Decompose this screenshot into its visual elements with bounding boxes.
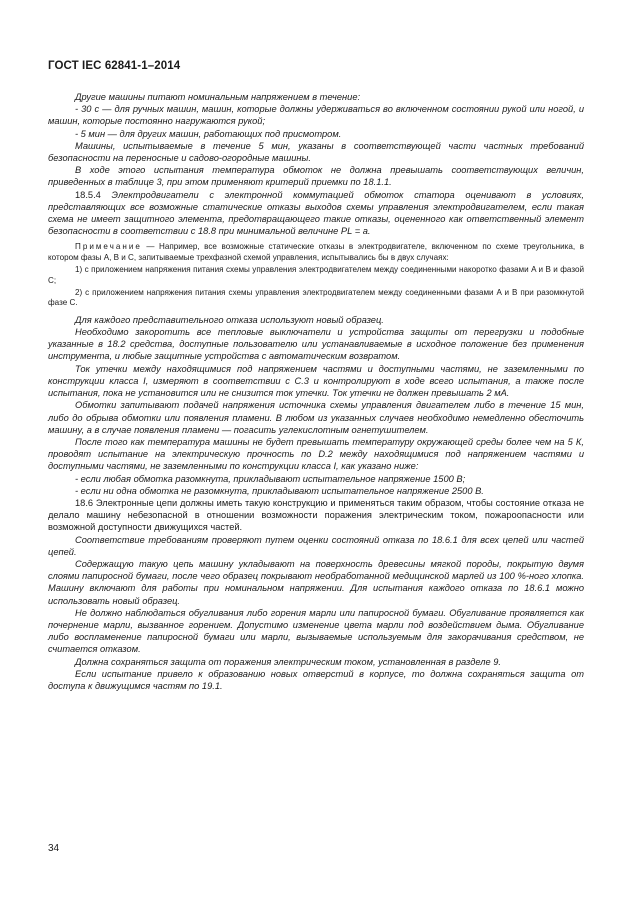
section-text: Электродвигатели с электронной коммутацией обмоток статора оценивают в условиях, представляющих все возможные статические отказы выходов схемы управления электродвигателем, если такая схема не имеет защитного элемента, предотвращающего такие отказы, оцененного как ответственный элемент безопасности в соответствии с 18.8 при минимальной величине PL = a. bbox=[48, 189, 584, 237]
note-item: 2) с приложением напряжения питания схемы управления электродвигателем между соединенными фазами A и B при разомкнутой фазе C. bbox=[48, 288, 584, 308]
paragraph: Обмотки запитывают подачей напряжения источника схемы управления двигателем либо в течение 15 мин, либо до обрыва обмотки или появления пламени. В любом из указанных случаев необходимо немедленно обесточить машину, а в случае появления пламени — погасить углекислотным огнетушителем. bbox=[48, 400, 584, 435]
paragraph-18-6: 18.6 Электронные цепи должны иметь такую конструкцию и применяться таким образом, чтобы состояние отказа не делало машину небезопасной в отношении возможности поражения электрическим током, пожароопасности или возможной доступности движущихся частей. bbox=[48, 497, 584, 533]
list-item: - если любая обмотка разомкнута, прикладывают испытательное напряжение 1500 В; bbox=[75, 473, 466, 484]
section-number: 18.5.4 bbox=[75, 189, 112, 200]
paragraph: В ходе этого испытания температура обмоток не должна превышать соответствующих величин, приведенных в таблице 3, при этом применяют критерий приемки по 18.1.1. bbox=[48, 165, 584, 188]
paragraph-18-5-4 bbox=[48, 189, 584, 238]
paragraph: Другие машины питают номинальным напряжением в течение: bbox=[75, 92, 361, 102]
note-text: — Например, все возможные статические отказы в электродвигателе, включенном по схеме треугольника, в котором фазы A, B и C, запитываемые трехфазной схемой управления, испытывались бы в двух случаях: bbox=[48, 242, 584, 262]
paragraph: Если испытание привело к образованию новых отверстий в корпусе, то должна сохраняться защита от доступа к движущимся частям по 19.1. bbox=[48, 668, 584, 691]
note-item: 1) с приложением напряжения питания схемы управления электродвигателем между соединенными накоротко фазами A и B и фазой C; bbox=[48, 265, 584, 285]
note-label: Примечание bbox=[75, 242, 142, 252]
page-number: 34 bbox=[48, 843, 60, 854]
paragraph: Должна сохраняться защита от поражения электрическим током, установленная в разделе 9. bbox=[75, 656, 501, 667]
paragraph: Не должно наблюдаться обугливания либо горения марли или папиросной бумаги. Обугливание проявляется как почернение марли, вызванное горением. Допустимо изменение цвета марли под воздействием дыма. Обугливание либо воспламенение папиросной бумаги или марли, вызываемые используемым для закорачивания средством, не считается отказом. bbox=[48, 607, 584, 655]
document-body bbox=[48, 91, 584, 692]
paragraph: - 30 с — для ручных машин, машин, которые должны удерживаться во включенном состоянии рукой или ногой, и машин, которые постоянно нагружаются рукой; bbox=[48, 104, 584, 127]
paragraph: После того как температура машины не будет превышать температуру окружающей среды более чем на 5 К, проводят испытание на электрическую прочность по D.2 между находящимися под напряжением частями и доступными частями, не заземленными по конструкции класса I, как указано ниже: bbox=[48, 436, 584, 472]
paragraph: Необходимо закоротить все тепловые выключатели и устройства защиты от перегрузки и подобные указанные в 18.2 средства, доступные пользователю или устанавливаемые в исходное положение без применения инструмента, и любые защитные устройства с автоматическим возвратом. bbox=[48, 327, 584, 362]
paragraph: Соответствие требованиям проверяют путем оценки состояний отказа по 18.6.1 для всех цепей или частей цепей. bbox=[48, 534, 584, 557]
document-header: ГОСТ IEC 62841-1–2014 bbox=[48, 60, 181, 72]
paragraph: Содержащую такую цепь машину укладывают на поверхность древесины мягкой породы, покрытую двумя слоями папиросной бумаги, после чего образец покрывают необработанной медицинской марлей из 100 %-ного хлопка. Машину включают для работы при номинальном напряжении. Для испытания каждого отказа по 18.6.1 можно использовать новый образец. bbox=[48, 558, 584, 606]
paragraph: Для каждого представительного отказа используют новый образец. bbox=[75, 314, 384, 325]
paragraph: - 5 мин — для других машин, работающих под присмотром. bbox=[75, 128, 342, 139]
paragraph: Ток утечки между находящимися под напряжением частями и доступными частями, не заземленными по конструкции класса I, измеряют в соответствии с C.3 и контролируют в ходе всего испытания, а также после испытания, пока не установится или не снизится ток утечки. Ток утечки не должен превышать 2 мA. bbox=[48, 363, 584, 399]
list-item: - если ни одна обмотка не разомкнута, прикладывают испытательное напряжение 2500 В. bbox=[75, 485, 484, 496]
note bbox=[48, 242, 584, 263]
paragraph: Машины, испытываемые в течение 5 мин, указаны в соответствующей части частных требований безопасности на переносные и садово-огородные машины. bbox=[48, 140, 584, 164]
